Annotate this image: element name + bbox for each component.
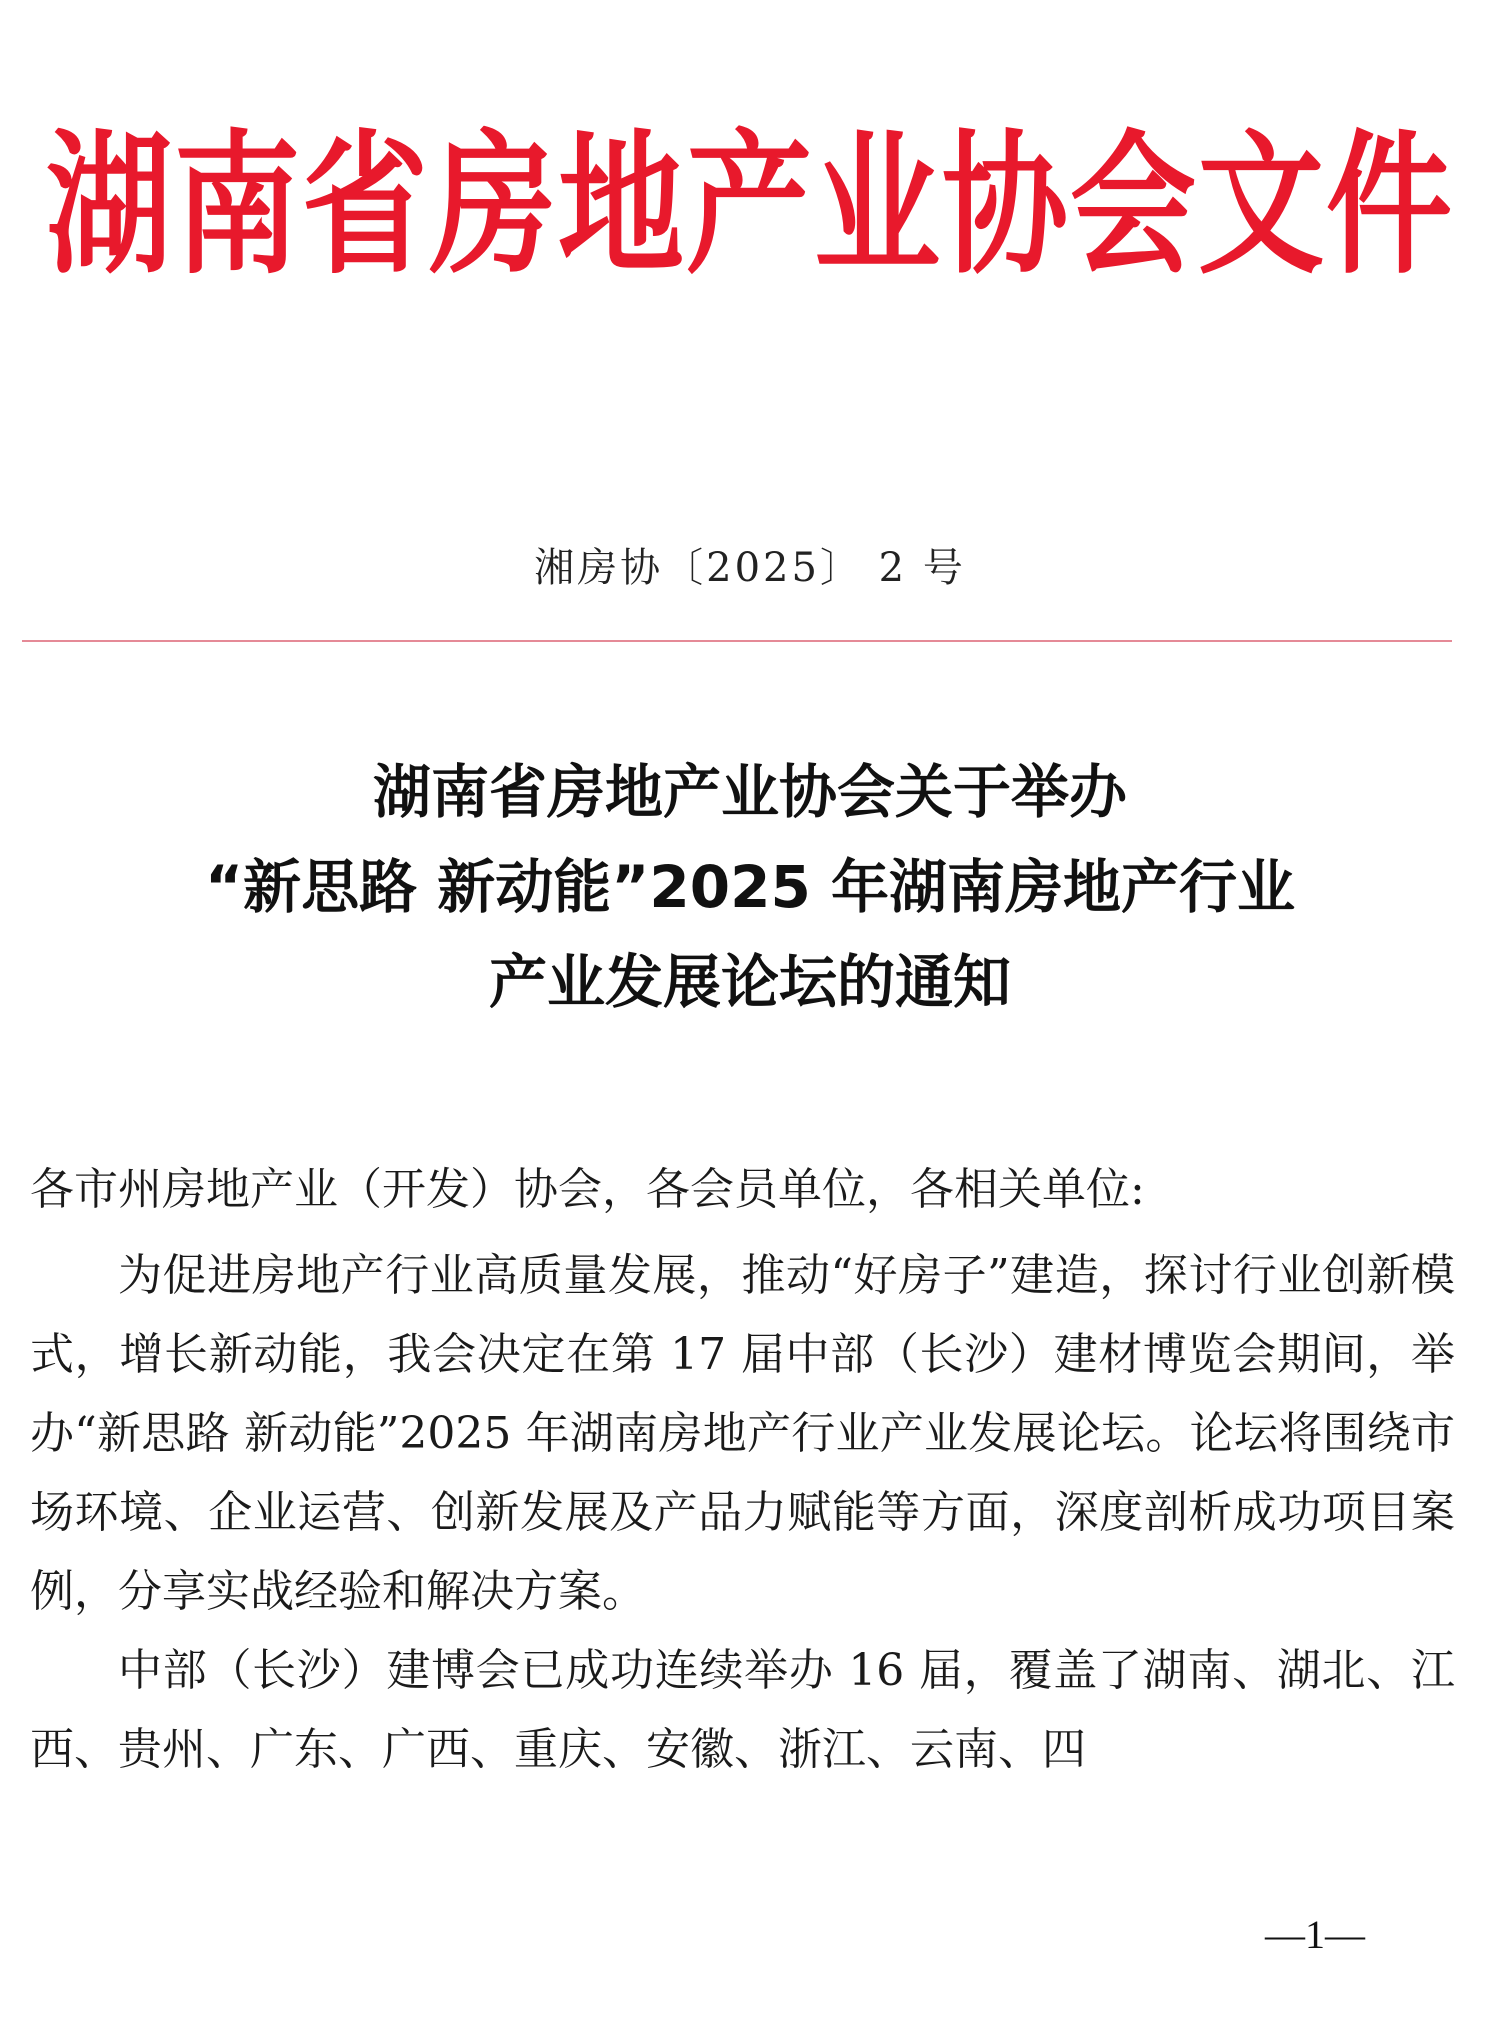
body-paragraph: 为促进房地产行业高质量发展，推动“好房子”建造，探讨行业创新模式，增长新动能，我会决定在第 17 届中部（长沙）建材博览会期间，举办“新思路 新动能”2025 年湖南房地产行业产业发展论坛。论坛将围绕市场环境、企业运营、创新发展及产品力赋能等方面，深度剖析成功项目案例，分享实战经验和解决方案。: [30, 1250, 1455, 1617]
title-line-3: 产业发展论坛的通知: [488, 948, 1011, 1016]
red-divider-line: [22, 640, 1452, 642]
body-text: [30, 1236, 1455, 1789]
notice-title: [0, 745, 1500, 1030]
document-number: 湘房协〔2025〕 2 号: [534, 545, 966, 591]
masthead-title: 湖南省房地产业协会文件: [46, 114, 1454, 296]
page-number: —1—: [1265, 1912, 1365, 1957]
body-paragraph: 中部（长沙）建博会已成功连续举办 16 届，覆盖了湖南、湖北、江西、贵州、广东、广西、重庆、安徽、浙江、云南、四: [30, 1645, 1455, 1775]
title-line-1: 湖南省房地产业协会关于举办: [372, 758, 1127, 826]
title-line-2: “新思路 新动能”2025 年湖南房地产行业: [204, 853, 1296, 921]
salutation: 各市州房地产业（开发）协会，各会员单位，各相关单位:: [30, 1164, 1145, 1215]
